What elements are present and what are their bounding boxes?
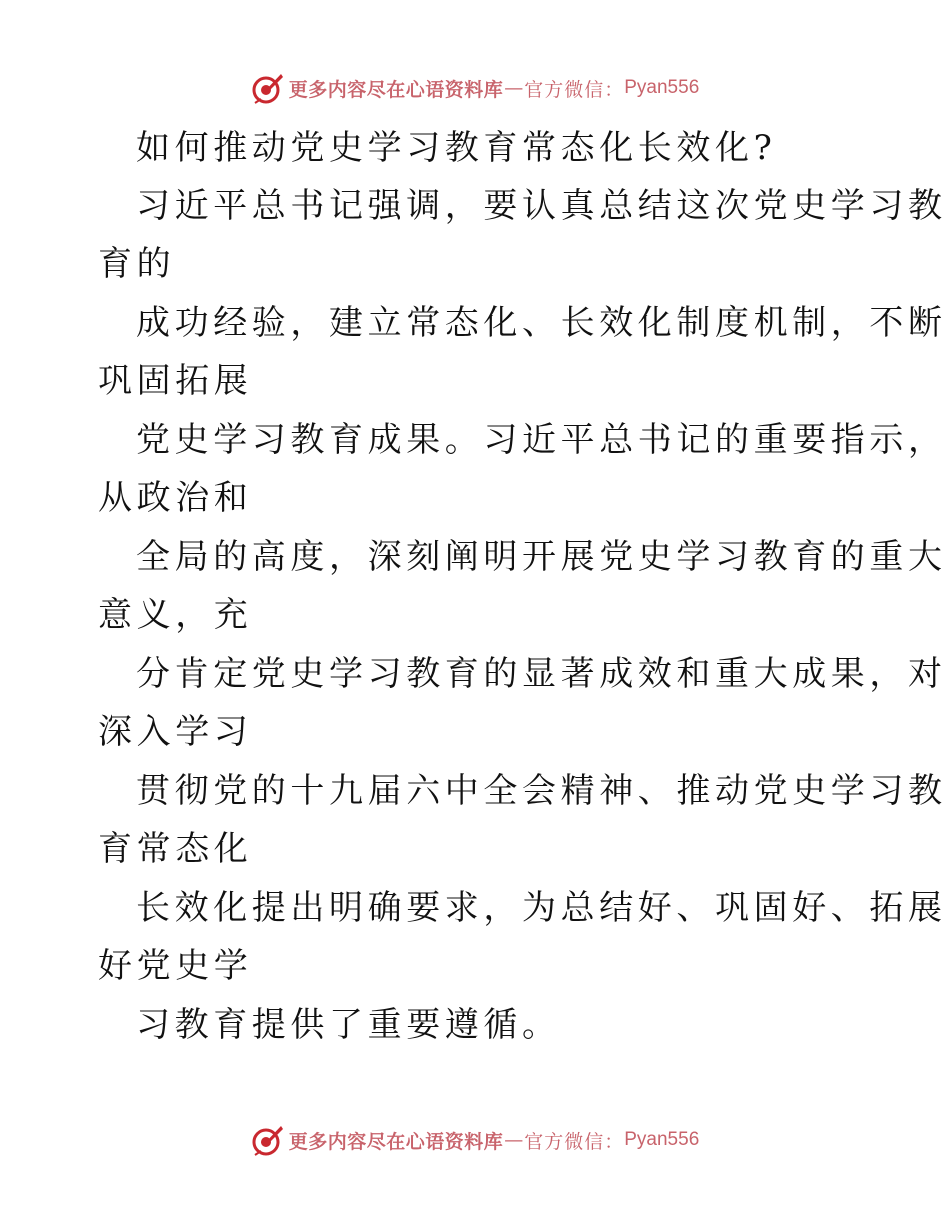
quill-logo-icon [251,1123,285,1157]
footer-banner [0,1120,950,1160]
banner-main-text: 更多内容尽在心语资料库 [288,78,504,101]
body-line: 好党史学 [98,946,253,986]
body-line: 成功经验，建立常态化、长效化制度机制，不断 [136,303,947,343]
body-line: 意义，充 [98,595,253,635]
body-line: 分肯定党史学习教育的显著成效和重大成果，对 [136,654,947,694]
body-line: 深入学习 [98,712,253,752]
body-line: 育的 [98,244,176,284]
banner-wechat-id: Pyan556 [624,1129,700,1150]
body-line: 从政治和 [98,478,253,518]
banner-sub-text: 官方微信： [524,78,625,101]
banner-main-text: 更多内容尽在心语资料库 [288,1130,504,1153]
quill-logo-icon [251,71,285,105]
body-line: 全局的高度，深刻阐明开展党史学习教育的重大 [136,537,947,577]
banner-wechat-id: Pyan556 [624,77,700,98]
body-line: 习近平总书记强调，要认真总结这次党史学习教 [136,186,947,226]
body-line: 习教育提供了重要遵循。 [136,1005,561,1045]
banner-sub-text: 官方微信： [524,1130,625,1153]
body-line: 长效化提出明确要求，为总结好、巩固好、拓展 [136,888,947,928]
body-line: 贯彻党的十九届六中全会精神、推动党史学习教 [136,771,947,811]
header-banner [0,68,950,108]
banner-dash: — [504,77,524,99]
banner-dash: — [504,1129,524,1151]
body-line: 巩固拓展 [98,361,253,401]
document-title: 如何推动党史学习教育常态化长效化? [136,128,777,168]
body-line: 育常态化 [98,829,253,869]
body-line: 党史学习教育成果。习近平总书记的重要指示， [136,420,947,460]
